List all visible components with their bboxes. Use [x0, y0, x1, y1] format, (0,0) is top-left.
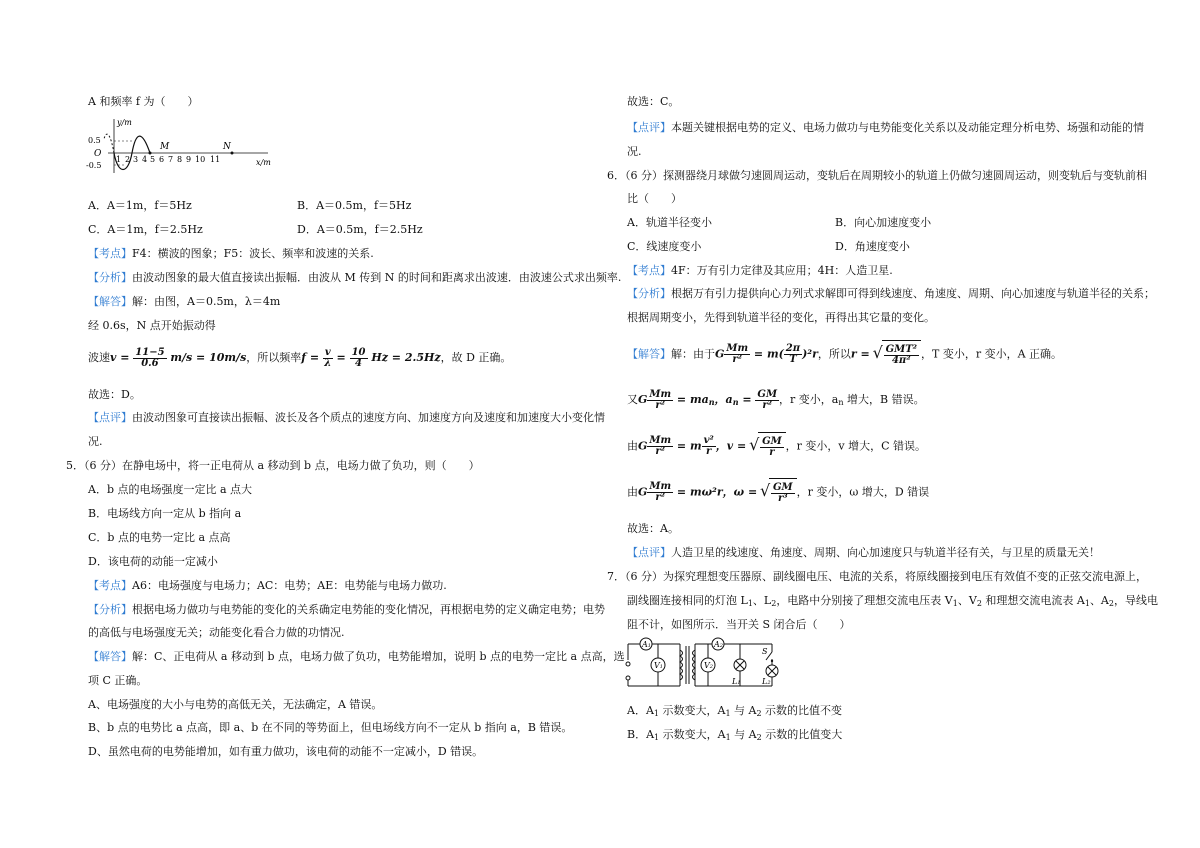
q5-fenxi [88, 603, 605, 617]
q7-option-a [627, 704, 842, 721]
q4-stem: A 和频率 f 为（ ） [88, 95, 199, 108]
graph-tick: 5 [150, 155, 156, 164]
q4-kaodian-text: F4：横波的图象；F5：波长、频率和波速的关系. [132, 247, 374, 260]
v-num: 11−5 [135, 346, 165, 358]
q7-s2g: ，导线电 [1113, 594, 1158, 607]
graph-tick: 4 [142, 155, 148, 164]
transformer-circuit [622, 634, 782, 694]
q5-dianping-text: 本题关键根据电势的定义、电场力做功与电势能变化关系以及动能定理分析电势、场强和动能的情 [671, 121, 1144, 134]
graph-tick: 3 [133, 155, 139, 164]
v-formula: v = [110, 351, 134, 364]
graph-y-neg: -0.5 [86, 161, 102, 170]
r-sqrt: √ $\frac{\text{GMT²}}{\text{4π²}}$ [882, 340, 921, 369]
q4-dianping [88, 411, 605, 425]
q6-dianping-text: 人造卫星的线速度、角速度、周期、向心加速度只与轨道半径有关，与卫星的质量无关！ [671, 546, 1100, 559]
q6-eq1-b: ，r 变小，a [779, 393, 839, 406]
graph-tick: 9 [186, 155, 192, 164]
tag-jieda: 【解答】 [627, 347, 671, 361]
q7-a3: 与 A [730, 704, 757, 717]
q5-jieda-2: 项 C 正确。 [88, 674, 148, 687]
q6-jieda: 【解答】解：由于G $\frac{Mm}{\text{r²}}$ = m( $\frac{2\pi}{T}$ )²r，所以r = √ $\frac{\text{GMT²}}{\text{4π²}}$ ，T 变小，r 变小，A 正确。 [627, 340, 1062, 369]
graph-tick: 10 [195, 155, 206, 164]
tag-kaodian: 【考点】 [88, 247, 132, 260]
q6-option-d: D．角速度变小 [835, 240, 910, 253]
tag-dianping: 【点评】 [627, 121, 671, 134]
tag-fenxi: 【分析】 [627, 287, 671, 300]
q4-speed-mid: ，所以频率 [246, 351, 302, 364]
q6-stem: 6．（6 分）探测器绕月球做匀速圆周运动，变轨后在周期较小的轨道上仍做匀速圆周运动，则变轨后与变轨前相 [607, 169, 1147, 182]
q7-option-b [627, 728, 842, 745]
Mm-frac: $\frac{Mm}{\text{r²}}$ [726, 343, 749, 365]
q4-dianping-2: 况. [88, 435, 103, 448]
q5-option-b: B．电场线方向一定从 b 指向 a [88, 507, 242, 520]
sub: 2 [976, 599, 982, 608]
q7-a4: 示数的比值不变 [761, 704, 843, 717]
graph-tick: 11 [210, 155, 221, 164]
q6-eq2-a: 由 [627, 439, 638, 453]
q4-jieda-text: 解：由图，A＝0.5m，λ＝4m [132, 295, 281, 308]
q6-option-c: C．线速度变小 [627, 240, 702, 253]
f-formula: f = [301, 351, 323, 364]
q4-speed-pre: 波速 [88, 351, 110, 364]
q6-eq1: 又G $\frac{Mm}{\text{r²}}$ = $ma_n$，$a_n$ = $\frac{GM}{\text{r²}}$ ，r 变小，$a_n$ 增大，B 错误。 [627, 388, 925, 411]
sub: 2 [756, 733, 762, 742]
q7-stem-3: 阻不计，如图所示．当开关 S 闭合后（ ） [627, 618, 851, 631]
sub: 1 [725, 709, 731, 718]
q5-jieda-5: D、虽然电荷的电势能增加，如有重力做功，该电荷的动能不一定减小，D 错误。 [88, 745, 484, 758]
q6-dianping [627, 546, 1100, 560]
sub: 1 [1084, 599, 1090, 608]
circuit-A2: A2 [714, 640, 723, 649]
q7-b3: 与 A [730, 728, 757, 741]
tag-dianping: 【点评】 [88, 411, 132, 424]
graph-xlabel: x/m [256, 158, 271, 167]
q4-option-b: B．A＝0.5m，f＝5Hz [297, 199, 412, 212]
q7-stem-2 [627, 594, 1158, 611]
q6-eq1-a: 又 [627, 393, 638, 406]
graph-y-pos: 0.5 [88, 136, 101, 145]
graph-tick: 2 [125, 155, 131, 164]
q6-fenxi-text: 根据万有引力提供向心力列式求解即可得到线速度、角速度、周期、向心加速度与轨道半径的关系； [671, 287, 1155, 300]
q4-jieda [88, 295, 280, 309]
q4-dianping-text: 由波动图象可直接读出振幅、波长及各个质点的速度方向、加速度方向及速度和加速度大小变化情 [132, 411, 605, 424]
v-result: m/s = 10m/s [166, 351, 247, 364]
v-den: 0.6 [141, 357, 159, 369]
q4-fenxi [88, 271, 621, 285]
q4-formula-line: 波速v = $\frac{11-5}{0.6}$ m/s = 10m/s，所以频率f = $\frac{v}{\lambda}$ = $\frac{10}{4}$ Hz = 2.5Hz，故 D 正确。 [88, 346, 512, 369]
circuit-V2: V2 [704, 661, 713, 670]
q5-dianping-2: 况. [627, 145, 642, 158]
q4-speed-end: ，故 D 正确。 [440, 351, 512, 364]
q5-option-a: A．b 点的电场强度一定比 a 点大 [88, 483, 253, 496]
q5-jieda-4: B、b 点的电势比 a 点高，即 a、b 在不同的等势面上，但电场线方向不一定从 b 指向 a，B 错误。 [88, 721, 573, 734]
q7-s2c: ，电路中分别接了理想交流电压表 V [776, 594, 953, 607]
tag-kaodian: 【考点】 [627, 264, 671, 277]
f-num1: v [324, 346, 331, 358]
q7-s2f: 、A [1089, 594, 1109, 607]
q6-option-a: A．轨道半径变小 [627, 216, 712, 229]
q4-kaodian [88, 247, 374, 261]
q4-answer: 故选：D。 [88, 388, 141, 401]
q6-eq2: 由G $\frac{Mm}{\text{r²}}$ = m $\frac{\text{v²}}{r}$ ，v = √ $\frac{GM}{r}$ ，r 变小，v 增大，C 错误。 [627, 432, 926, 461]
f-result: Hz = 2.5Hz [367, 351, 441, 364]
q6-option-b: B．向心加速度变小 [835, 216, 932, 229]
v-frac [133, 348, 166, 369]
q7-s2d: 、V [957, 594, 977, 607]
graph-ylabel: y/m [117, 118, 132, 127]
q5-option-c: C．b 点的电势一定比 a 点高 [88, 531, 231, 544]
q4-option-c: C．A＝1m，f＝2.5Hz [88, 223, 203, 236]
q7-b4: 示数的比值变大 [761, 728, 843, 741]
q7-a1: A．A [627, 704, 654, 717]
q5-jieda [88, 650, 625, 664]
q5-jieda-text: 解：C、正电荷从 a 移动到 b 点，电场力做了负功，电势能增加，说明 b 点的电势一定比 a 点高，选 [132, 650, 625, 663]
q6-eq3: 由G $\frac{Mm}{\text{r²}}$ = mω²r，ω = √ $\frac{GM}{\text{r³}}$ ，r 变小，ω 增大，D 错误 [627, 478, 929, 507]
sub: 1 [725, 733, 731, 742]
q6-eq3-b: ，r 变小，ω 增大，D 错误 [796, 485, 930, 499]
q6-eq2-b: ，r 变小，v 增大，C 错误。 [785, 439, 927, 453]
f-den2: 4 [355, 357, 363, 369]
graph-tick: 7 [168, 155, 174, 164]
q6-kaodian-text: 4F：万有引力定律及其应用；4H：人造卫星. [671, 264, 893, 277]
circuit-A1: A1 [642, 640, 651, 649]
graph-M: M [160, 142, 170, 152]
graph-tick: 6 [159, 155, 165, 164]
q5-fenxi-text: 根据电场力做功与电势能的变化的关系确定电势能的变化情况，再根据电势的定义确定电势；电势 [132, 603, 605, 616]
graph-tick: 1 [116, 155, 122, 164]
q5-kaodian-text: A6：电场强度与电场力；AC：电势；AE：电势能与电场力做功. [132, 579, 447, 592]
f-den1: λ [324, 357, 332, 369]
circuit-S: S [762, 647, 768, 656]
tag-jieda: 【解答】 [88, 295, 132, 308]
circuit-L1: L1 [732, 677, 741, 686]
q4-line2: 经 0.6s，N 点开始振动得 [88, 319, 216, 332]
sub: 2 [756, 709, 762, 718]
sub: 2 [771, 599, 777, 608]
q4-option-a: A．A＝1m，f＝5Hz [88, 199, 192, 212]
q6-fenxi [627, 287, 1155, 301]
q5-dianping [627, 121, 1144, 135]
q5-jieda-3: A、电场强度的大小与电势的高低无关，无法确定，A 错误。 [88, 698, 383, 711]
q6-jieda-a: 解：由于 [671, 347, 715, 361]
q5-stem: 5．（6 分）在静电场中，将一正电荷从 a 移动到 b 点，电场力做了负功，则（ ） [66, 459, 480, 472]
q6-eq3-a: 由 [627, 485, 638, 499]
circuit-V1: V1 [654, 661, 663, 670]
q7-b1: B．A [627, 728, 655, 741]
q7-b2: 示数变大，A [659, 728, 726, 741]
q5-answer: 故选：C。 [627, 95, 680, 108]
q6-jieda-c: ，T 变小，r 变小，A 正确。 [921, 347, 1063, 361]
q7-s2a: 副线圈连接相同的灯泡 L [627, 594, 748, 607]
sub: 1 [952, 599, 958, 608]
q6-eq1-c: 增大，B 错误。 [843, 393, 925, 406]
sub: 1 [653, 709, 659, 718]
q6-stem-2: 比（ ） [627, 192, 682, 205]
f-frac2 [350, 348, 368, 369]
tag-fenxi: 【分析】 [88, 603, 132, 616]
sub: 1 [747, 599, 753, 608]
q5-option-d: D．该电荷的动能一定减小 [88, 555, 218, 568]
q5-kaodian [88, 579, 447, 593]
graph-tick: 8 [177, 155, 183, 164]
tag-fenxi: 【分析】 [88, 271, 132, 284]
q7-s2e: 和理想交流电流表 A [981, 594, 1085, 607]
q6-kaodian [627, 264, 893, 278]
sub: 2 [1108, 599, 1114, 608]
wave-graph [86, 115, 276, 177]
f-num2: 10 [351, 346, 366, 358]
q6-answer: 故选：A。 [627, 522, 679, 535]
q5-fenxi-2: 的高低与电场强度无关；动能变化看合力做的功情况. [88, 626, 345, 639]
sub: 1 [654, 733, 660, 742]
sub-n: n [838, 398, 844, 407]
tag-dianping: 【点评】 [627, 546, 671, 559]
graph-origin: O [94, 149, 102, 159]
f-frac1 [323, 348, 333, 369]
q6-jieda-b: ，所以 [817, 347, 851, 361]
graph-N: N [223, 142, 231, 152]
q7-a2: 示数变大，A [658, 704, 726, 717]
q7-s2b: 、L [752, 594, 772, 607]
tag-jieda: 【解答】 [88, 650, 132, 663]
q6-fenxi-2: 根据周期变小，先得到轨道半径的变化，再得出其它量的变化。 [627, 311, 935, 324]
q4-option-d: D．A＝0.5m，f＝2.5Hz [297, 223, 423, 236]
circuit-L2: L2 [762, 677, 771, 686]
tag-kaodian: 【考点】 [88, 579, 132, 592]
q7-stem: 7．（6 分）为探究理想变压器原、副线圈电压、电流的关系，将原线圈接到电压有效值不变的正弦交流电源上， [607, 570, 1147, 583]
q4-fenxi-text: 由波动图象的最大值直接读出振幅．由波从 M 传到 N 的时间和距离求出波速．由波速公式求出频率. [132, 271, 622, 284]
